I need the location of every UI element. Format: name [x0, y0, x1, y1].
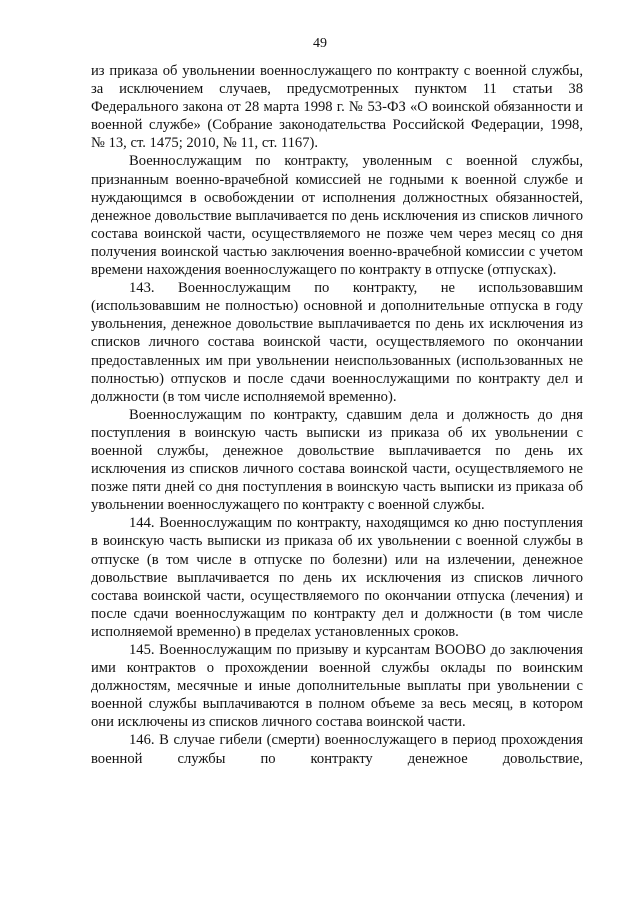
paragraph: Военнослужащим по контракту, сдавшим дела и должность до дня поступления в воинскую часть выписки из приказа об их увольнении с военной службы, денежное довольствие выплачивается по день их исключения из списков личного состава воинской части, осуществляемого не позже пяти дней со дня поступления в воинскую часть выписки из приказа об увольнении военнослужащего по контракту с военной службы. — [91, 406, 583, 514]
paragraph: Военнослужащим по контракту, уволенным с военной службы, признанным военно-врачебной комиссией не годными к военной службе и нуждающимся в освобождении от исполнения должностных обязанностей, денежное довольствие выплачивается по день исключения из списков личного состава воинской части, осуществляемого не позже чем через месяц со дня получения воинской частью заключения военно-врачебной комиссии с учетом времени нахождения военнослужащего по контракту в отпуске (отпусках). — [91, 153, 583, 279]
page-number: 49 — [313, 36, 327, 51]
paragraph: из приказа об увольнении военнослужащего по контракту с военной службы, за исключением случаев, предусмотренных пунктом 11 статьи 38 Федерального закона от 28 марта 1998 г. № 53-ФЗ «О воинской обязанности и военной службе» (Собрание законодательства Российской Федерации, 1998, № 13, ст. 1475; 2010, № 11, ст. 1167). — [91, 63, 583, 152]
document-body — [91, 62, 583, 768]
paragraph: 145. Военнослужащим по призыву и курсантам ВООВО до заключения ими контрактов о прохождении военной службы оклады по воинским должностям, месячные и иные дополнительные выплаты при увольнении с военной службы выплачиваются в полном объеме за весь месяц, в котором они исключены из списков личного состава воинской части. — [91, 642, 583, 731]
paragraph: 146. В случае гибели (смерти) военнослужащего в период прохождения военной службы по контракту денежное довольствие, — [91, 732, 583, 767]
paragraph: 143. Военнослужащим по контракту, не использовавшим (использовавшим не полностью) основной и дополнительные отпуска в году увольнения, денежное довольствие выплачивается по день их исключения из списков личного состава воинской части, осуществляемого по окончании предоставленных им при увольнении неиспользованных (использованных не полностью) отпусков и после сдачи военнослужащими по контракту дел и должности (в том числе исполняемой временно). — [91, 280, 583, 405]
paragraph: 144. Военнослужащим по контракту, находящимся ко дню поступления в воинскую часть выписки из приказа об их увольнении с военной службы в отпуске (в том числе в отпуске по болезни) или на излечении, денежное довольствие выплачивается по день их исключения из списков личного состава воинской части, осуществляемого по окончании отпуска (лечения) и после сдачи военнослужащим по контракту дел и должности (в том числе исполняемой временно) в пределах установленных сроков. — [91, 515, 583, 640]
